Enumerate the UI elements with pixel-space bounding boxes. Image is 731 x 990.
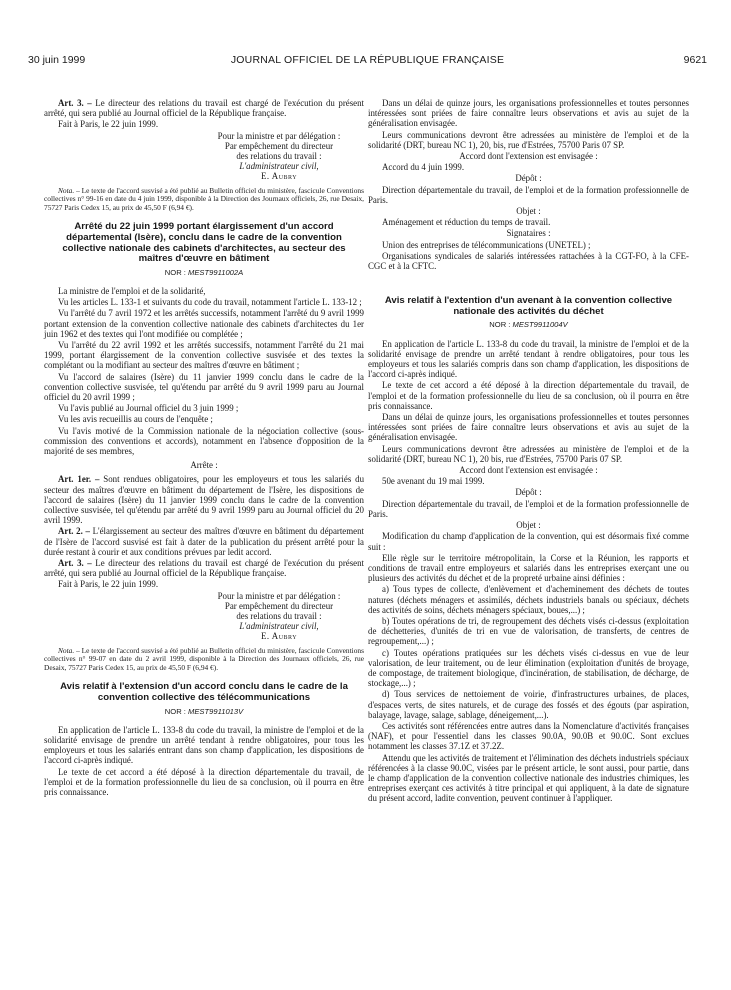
paragraph: En application de l'article L. 133-8 du code du travail, la ministre de l'emploi et de la solidarité envisage de prendre un arrêté tendant à rendre obligatoires, pour tous les employeurs et tous les salariés entrant dans son champ d'application, les dispositions de l'accord ci-après indiqué.	[44, 724, 364, 766]
field-label: Dépôt :	[515, 487, 542, 498]
paragraph: Vu l'arrêté du 7 avril 1972 et les arrêtés successifs, notamment l'arrêté du 9 avril 1999 portant extension de la convention collective nationale des cabinets d'architectes du 1er juin 1962 et des textes qui l'ont modifiée ou complétée ;	[44, 308, 364, 339]
paragraph: Leurs communications devront être adressées au ministère de l'emploi et de la solidarité (DRT, bureau NC 1), 20 bis, rue d'Estrées, 75700 Paris 07 SP.	[368, 443, 689, 464]
field-value: Direction départementale du travail, de l'emploi et de la formation professionnelle de Paris.	[368, 184, 689, 205]
field-value: Ces activités sont référencées entre autres dans la Nomenclature d'activités françaises (NAF), et pour l'essentiel dans les classes 90.0A, 90.0B et 90.0C. Sont exclues notamment les classes 37.1Z et 37.2Z.	[368, 720, 689, 752]
list-item: d) Tous services de nettoiement de voirie, d'infrastructures urbaines, de places, d'espaces verts, de sites naturels, et de curage des fossés et des égouts (par aspiration, balayage, lavage, salage, sablage, déneigement,...).	[368, 689, 689, 720]
field-label: Dépôt :	[515, 173, 542, 184]
article-2: Art. 2. – L'élargissement au secteur des maîtres d'œuvre en bâtiment du département de l'Isère de l'accord susvisé est fait à dater de la publication du présent arrêté pour la durée restant à courir et aux conditions prévues par ledit accord.	[44, 526, 364, 557]
page-number: 9621	[683, 54, 707, 66]
field-value: Aménagement et réduction du temps de travail.	[382, 217, 551, 228]
field-value: Accord du 4 juin 1999.	[382, 162, 465, 173]
field-value: Organisations syndicales de salariés intéressées rattachées à la CGT-FO, à la CFE-CGC et à la CFTC.	[368, 250, 689, 272]
paragraph: Vu l'arrêté du 22 avril 1992 et les arrêtés successifs, notamment l'arrêté du 21 mai 1999, portant élargissement de la convention collective susvisée et des textes la complétant ou la modifiant au secteur des maîtres d'œuvre en bâtiment ;	[44, 340, 364, 371]
field-label: Objet :	[516, 520, 541, 531]
arrete-heading: Arrête :	[190, 460, 218, 471]
section-title: Avis relatif à l'extension d'un accord conclu dans le cadre de la convention collective des télécommunications	[60, 681, 348, 704]
paragraph: Le texte de cet accord a été déposé à la direction départementale du travail, de l'emploi et de la formation professionnelle du lieu de sa conclusion, où il pourra en être pris connaissance.	[368, 380, 689, 411]
nor-reference: NOR : MEST9911004V	[489, 320, 568, 330]
paragraph: Leurs communications devront être adressées au ministère de l'emploi et de la solidarité (DRT, bureau NC 1), 20, bis, rue d'Estrées, 75700 Paris 07 SP.	[368, 129, 689, 150]
field-value: 50e avenant du 19 mai 1999.	[382, 476, 485, 487]
field-value: Modification du champ d'application de la convention, qui est désormais fixé comme suit :	[368, 531, 689, 552]
done-at-paris: Fait à Paris, le 22 juin 1999.	[58, 579, 159, 590]
list-item: c) Toutes opérations pratiquées sur les déchets visés ci-dessus en vue de leur valorisation, de leur traitement, ou de leur élimination (exploitation d'unités de broyage, de compostage, de traitement biologique, d'incinération, de stabilisation, de décharge, de stockage,...) ;	[368, 647, 689, 689]
paragraph: Vu l'avis motivé de la Commission nationale de la négociation collective (sous-commission des conventions et accords), notamment en l'absence d'opposition de la majorité de ses membres,	[44, 425, 364, 457]
paragraph: Vu les articles L. 133-1 et suivants du code du travail, notamment l'article L. 133-12 ;	[58, 297, 362, 308]
article-1: Art. 1er. – Sont rendues obligatoires, pour les employeurs et tous les salariés du secteur des maîtres d'œuvre en bâtiment du département de l'Isère, les dispositions de l'accord de salaires (Isère) du 11 janvier 1999 conclu dans le cadre de la convention collective susvisée, tel qu'étendu par arrêté du 9 avril 1999 paru au Journal officiel du 20 avril 1999.	[44, 474, 365, 526]
paragraph: En application de l'article L. 133-8 du code du travail, la ministre de l'emploi et de la solidarité envisage de prendre un arrêté tendant à rendre obligatoires, pour tous les employeurs et tous les salariés compris dans son champ d'application, les dispositions de l'accord ci-après indiqué.	[368, 338, 689, 380]
signature-block: Pour la ministre et par délégation : Par empêchement du directeur des relations du travail : L'administrateur civil, E. Aubry	[217, 130, 341, 182]
field-value: Direction départementale du travail, de l'emploi et de la formation professionnelle de Paris.	[368, 498, 689, 519]
field-value: Union des entreprises de télécommunications (UNETEL) ;	[382, 239, 591, 250]
list-item: a) Tous types de collecte, d'enlèvement et d'acheminement des déchets de toutes natures (déchets ménagers et assimilés, déchets industriels banals ou spéciaux, déchets des activités de soins, déchets ménagers spéciaux, boues,...) ;	[368, 584, 689, 615]
right-column	[368, 98, 689, 805]
paragraph: Vu l'accord de salaires (Isère) du 11 janvier 1999 conclu dans le cadre de la convention collective susvisée, tel qu'étendu par arrêté du 9 avril 1999 paru au Journal officiel du 20 avril 1999 ;	[44, 371, 364, 403]
field-value: Attendu que les activités de traitement et l'élimination des déchets industriels spéciaux référencées à la classe 90.0C, visées par le présent article, le sont aussi, pour partie, dans le champ d'application de la convention collective nationale des industries chimiques, les entreprises exerçant ces activités à titre principal et qui appliquent, à la date de signature du présent accord, ladite convention, peuvent continuer à l'appliquer.	[368, 752, 689, 804]
issue-date: 30 juin 1999	[28, 54, 86, 66]
field-value: Elle règle sur le territoire métropolitain, la Corse et la Réunion, les rapports et conditions de travail entre employeurs et salariés dans les entreprises exerçant une ou plusieurs des activités du déchet et de la propreté urbaine ainsi définies :	[368, 552, 689, 584]
paragraph: Le texte de cet accord a été déposé à la direction départementale du travail, de l'emploi et de la formation professionnelle du lieu de sa conclusion, où il pourra en être pris connaissance.	[44, 766, 364, 798]
nota: Nota. – Le texte de l'accord susvisé a été publié au Bulletin officiel du ministère, fascicule Conventions collectives n° 99-16 en date du 4 juin 1999, disponible à la Direction des Journaux officiels, 26, rue Desaix, 75727 Paris Cedex 15, au prix de 45,50 F (6,94 €).	[44, 185, 364, 212]
nor-reference: NOR : MEST9911013V	[164, 706, 244, 716]
paragraph: La ministre de l'emploi et de la solidarité,	[58, 285, 206, 296]
section-title: Avis relatif à l'extention d'un avenant à la convention collective nationale des activités du déchet	[384, 295, 673, 317]
field-label: Objet :	[516, 206, 541, 217]
nota: Nota. – Le texte de l'accord susvisé a été publié au Bulletin officiel du ministère, fascicule Conventions collectives n° 99-07 en date du 2 avril 1999, disponible à la Direction des Journaux officiels, 26, rue Desaix, 75727 Paris Cedex 15, au prix de 45,50 F (6,94 €).	[44, 645, 364, 672]
paragraph: Vu l'avis publié au Journal officiel du 3 juin 1999 ;	[58, 403, 239, 414]
page-header	[28, 54, 707, 68]
section-title: Arrêté du 22 juin 1999 portant élargissement d'un accord départemental (Isère), conclu dans le cadre de la convention collective nationale des cabinets d'architectes, au secteur des maîtres d'œuvre en bâtiment	[62, 221, 346, 265]
signature-block: Pour la ministre et par délégation : Par empêchement du directeur des relations du travail : L'administrateur civil, E. Aubry	[217, 590, 341, 642]
paragraph: Vu les avis recueillis au cours de l'enquête ;	[58, 414, 213, 425]
paragraph: Dans un délai de quinze jours, les organisations professionnelles et toutes personnes intéressées sont priées de faire connaître leurs observations et avis au sujet de la généralisation envisagée.	[368, 98, 689, 129]
article-3-first: Art. 3. – Le directeur des relations du travail est chargé de l'exécution du présent arrêté, qui sera publié au Journal officiel de la République française.	[44, 98, 365, 119]
field-label: Accord dont l'extension est envisagée :	[459, 151, 598, 162]
nor-reference: NOR : MEST9911002A	[164, 267, 244, 277]
article-3-second: Art. 3. – Le directeur des relations du travail est chargé de l'exécution du présent arrêté, qui sera publié au Journal officiel de la République française.	[44, 558, 365, 579]
field-label: Signataires :	[506, 228, 551, 239]
journal-title: JOURNAL OFFICIEL DE LA RÉPUBLIQUE FRANÇAISE	[230, 54, 505, 66]
done-at-paris: Fait à Paris, le 22 juin 1999.	[58, 119, 159, 130]
list-item: b) Toutes opérations de tri, de regroupement des déchets visés ci-dessus (exploitation de déchetteries, d'unités de tri en vue de valorisation, de transferts, de centres de regroupement,...) ;	[368, 615, 689, 647]
field-label: Accord dont l'extension est envisagée :	[459, 465, 598, 476]
left-column	[44, 98, 364, 798]
paragraph: Dans un délai de quinze jours, les organisations professionnelles et toutes personnes intéressées sont priées de faire connaître leurs observations et avis au sujet de la généralisation envisagée.	[368, 412, 689, 443]
